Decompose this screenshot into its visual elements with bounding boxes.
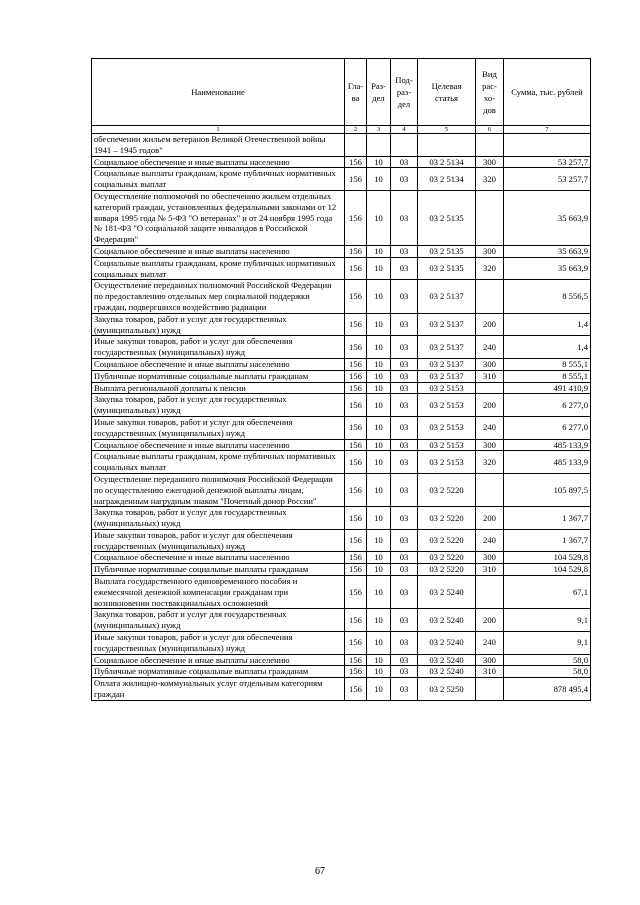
row-target-article-cell: 03 2 5240 — [418, 576, 476, 609]
header-expense-type: Вид рас-хо-дов — [476, 59, 504, 126]
row-amount-cell: 8 556,5 — [504, 280, 591, 313]
row-subsection-cell: 03 — [391, 382, 418, 394]
row-section-cell: 10 — [367, 654, 391, 666]
row-section-cell: 10 — [367, 507, 391, 530]
row-name-cell: Социальное обеспечение и иные выплаты населению — [92, 439, 345, 451]
row-name-cell: Социальное обеспечение и иные выплаты населению — [92, 156, 345, 168]
row-subsection-cell: 03 — [391, 416, 418, 439]
row-chapter-cell: 156 — [345, 473, 367, 506]
row-section-cell: 10 — [367, 666, 391, 678]
row-target-article-cell: 03 2 5220 — [418, 552, 476, 564]
row-name-cell: Выплата региональной доплаты к пенсии — [92, 382, 345, 394]
row-subsection-cell: 03 — [391, 245, 418, 257]
row-subsection-cell: 03 — [391, 336, 418, 359]
row-chapter-cell: 156 — [345, 632, 367, 655]
table-row — [92, 507, 591, 530]
row-section-cell: 10 — [367, 280, 391, 313]
row-target-article-cell: 03 2 5134 — [418, 168, 476, 191]
row-subsection-cell: 03 — [391, 394, 418, 417]
row-amount-cell: 35 663,9 — [504, 257, 591, 280]
row-chapter-cell: 156 — [345, 654, 367, 666]
row-section-cell: 10 — [367, 190, 391, 245]
row-expense-type-cell: 300 — [476, 654, 504, 666]
header-subsection: Под-раз-дел — [391, 59, 418, 126]
header-row — [92, 59, 591, 126]
row-section-cell: 10 — [367, 394, 391, 417]
row-name-cell: Закупка товаров, работ и услуг для государственных (муниципальных) нужд — [92, 507, 345, 530]
row-name-cell: Социальное обеспечение и иные выплаты населению — [92, 552, 345, 564]
header-section: Раз-дел — [367, 59, 391, 126]
row-amount-cell: 58,0 — [504, 654, 591, 666]
row-chapter-cell: 156 — [345, 678, 367, 701]
row-expense-type-cell: 240 — [476, 336, 504, 359]
table-row — [92, 529, 591, 552]
row-target-article-cell: 03 2 5137 — [418, 313, 476, 336]
row-subsection-cell: 03 — [391, 439, 418, 451]
row-expense-type-cell: 320 — [476, 168, 504, 191]
row-subsection-cell: 03 — [391, 473, 418, 506]
row-target-article-cell: 03 2 5153 — [418, 451, 476, 474]
row-expense-type-cell: 240 — [476, 416, 504, 439]
table-row — [92, 280, 591, 313]
row-subsection-cell: 03 — [391, 632, 418, 655]
row-target-article-cell — [418, 134, 476, 157]
table-row — [92, 257, 591, 280]
row-subsection-cell: 03 — [391, 552, 418, 564]
row-target-article-cell: 03 2 5220 — [418, 507, 476, 530]
row-amount-cell: 1 367,7 — [504, 507, 591, 530]
row-target-article-cell: 03 2 5135 — [418, 190, 476, 245]
row-chapter-cell: 156 — [345, 280, 367, 313]
row-target-article-cell: 03 2 5240 — [418, 666, 476, 678]
table-row — [92, 439, 591, 451]
row-expense-type-cell: 240 — [476, 632, 504, 655]
column-number: 3 — [367, 126, 391, 134]
table-row — [92, 552, 591, 564]
row-section-cell: 10 — [367, 576, 391, 609]
row-name-cell: Публичные нормативные социальные выплаты гражданам — [92, 564, 345, 576]
row-chapter-cell: 156 — [345, 416, 367, 439]
row-expense-type-cell: 240 — [476, 529, 504, 552]
table-row — [92, 382, 591, 394]
row-section-cell: 10 — [367, 313, 391, 336]
table-row — [92, 609, 591, 632]
row-subsection-cell: 03 — [391, 358, 418, 370]
row-section-cell: 10 — [367, 370, 391, 382]
row-target-article-cell: 03 2 5153 — [418, 416, 476, 439]
row-section-cell: 10 — [367, 552, 391, 564]
row-subsection-cell: 03 — [391, 156, 418, 168]
row-amount-cell: 105 897,5 — [504, 473, 591, 506]
column-number: 5 — [418, 126, 476, 134]
row-target-article-cell: 03 2 5135 — [418, 257, 476, 280]
row-amount-cell: 878 495,4 — [504, 678, 591, 701]
row-name-cell: Социальное обеспечение и иные выплаты населению — [92, 358, 345, 370]
row-subsection-cell: 03 — [391, 564, 418, 576]
row-expense-type-cell — [476, 678, 504, 701]
column-number: 7 — [504, 126, 591, 134]
row-section-cell: 10 — [367, 245, 391, 257]
row-name-cell: Социальные выплаты гражданам, кроме публичных нормативных социальных выплат — [92, 451, 345, 474]
column-number: 6 — [476, 126, 504, 134]
row-expense-type-cell: 310 — [476, 666, 504, 678]
row-expense-type-cell — [476, 134, 504, 157]
row-target-article-cell: 03 2 5220 — [418, 529, 476, 552]
table-row — [92, 416, 591, 439]
row-name-cell: Социальные выплаты гражданам, кроме публичных нормативных социальных выплат — [92, 257, 345, 280]
row-name-cell: Оплата жилищно-коммунальных услуг отдельным категориям граждан — [92, 678, 345, 701]
row-expense-type-cell — [476, 190, 504, 245]
budget-table — [91, 58, 591, 701]
row-amount-cell: 67,1 — [504, 576, 591, 609]
row-amount-cell: 104 529,8 — [504, 552, 591, 564]
row-amount-cell: 8 555,1 — [504, 358, 591, 370]
row-subsection-cell: 03 — [391, 190, 418, 245]
table-body — [92, 134, 591, 701]
row-subsection-cell: 03 — [391, 507, 418, 530]
row-expense-type-cell: 200 — [476, 507, 504, 530]
row-expense-type-cell: 310 — [476, 564, 504, 576]
row-name-cell: Закупка товаров, работ и услуг для государственных (муниципальных) нужд — [92, 313, 345, 336]
row-target-article-cell: 03 2 5153 — [418, 439, 476, 451]
row-section-cell: 10 — [367, 416, 391, 439]
row-chapter-cell: 156 — [345, 529, 367, 552]
row-amount-cell: 9,1 — [504, 632, 591, 655]
row-chapter-cell: 156 — [345, 313, 367, 336]
row-name-cell: Социальные выплаты гражданам, кроме публичных нормативных социальных выплат — [92, 168, 345, 191]
row-chapter-cell: 156 — [345, 336, 367, 359]
row-amount-cell: 35 663,9 — [504, 190, 591, 245]
row-expense-type-cell: 300 — [476, 245, 504, 257]
row-target-article-cell: 03 2 5240 — [418, 654, 476, 666]
row-chapter-cell: 156 — [345, 257, 367, 280]
header-target-article: Целевая статья — [418, 59, 476, 126]
row-amount-cell: 9,1 — [504, 609, 591, 632]
row-target-article-cell: 03 2 5137 — [418, 358, 476, 370]
row-name-cell: Закупка товаров, работ и услуг для государственных (муниципальных) нужд — [92, 609, 345, 632]
row-subsection-cell: 03 — [391, 666, 418, 678]
table-row — [92, 678, 591, 701]
header-amount: Сумма, тыс. рублей — [504, 59, 591, 126]
row-amount-cell: 104 529,8 — [504, 564, 591, 576]
row-section-cell: 10 — [367, 609, 391, 632]
row-section-cell: 10 — [367, 336, 391, 359]
row-name-cell: Публичные нормативные социальные выплаты гражданам — [92, 370, 345, 382]
table-row — [92, 168, 591, 191]
row-name-cell: Иные закупки товаров, работ и услуг для обеспечения государственных (муниципальных) нужд — [92, 529, 345, 552]
row-expense-type-cell: 320 — [476, 257, 504, 280]
row-target-article-cell: 03 2 5135 — [418, 245, 476, 257]
table-row — [92, 654, 591, 666]
table-row — [92, 190, 591, 245]
row-target-article-cell: 03 2 5240 — [418, 609, 476, 632]
row-name-cell: обеспечении жильем ветеранов Великой Отечественной войны 1941 – 1945 годов" — [92, 134, 345, 157]
row-expense-type-cell — [476, 280, 504, 313]
row-amount-cell: 1 367,7 — [504, 529, 591, 552]
row-subsection-cell: 03 — [391, 654, 418, 666]
row-chapter-cell: 156 — [345, 245, 367, 257]
row-chapter-cell — [345, 134, 367, 157]
row-subsection-cell: 03 — [391, 168, 418, 191]
row-chapter-cell: 156 — [345, 666, 367, 678]
row-chapter-cell: 156 — [345, 439, 367, 451]
row-expense-type-cell: 300 — [476, 439, 504, 451]
row-expense-type-cell: 320 — [476, 451, 504, 474]
row-name-cell: Осуществление переданных полномочий Российской Федерации по предоставлению отдельных мер социальной поддержки граждан, подвергшихся воздействию радиации — [92, 280, 345, 313]
row-subsection-cell: 03 — [391, 609, 418, 632]
row-subsection-cell: 03 — [391, 576, 418, 609]
row-chapter-cell: 156 — [345, 609, 367, 632]
row-chapter-cell: 156 — [345, 156, 367, 168]
row-section-cell: 10 — [367, 257, 391, 280]
row-name-cell: Иные закупки товаров, работ и услуг для обеспечения государственных (муниципальных) нужд — [92, 336, 345, 359]
row-expense-type-cell: 300 — [476, 156, 504, 168]
row-name-cell: Публичные нормативные социальные выплаты гражданам — [92, 666, 345, 678]
column-number: 1 — [92, 126, 345, 134]
row-amount-cell: 1,4 — [504, 336, 591, 359]
table-row — [92, 394, 591, 417]
row-amount-cell: 8 555,1 — [504, 370, 591, 382]
row-target-article-cell: 03 2 5137 — [418, 336, 476, 359]
row-name-cell: Осуществление полномочий по обеспечению жильем отдельных категорий граждан, установленных федеральными законами от 12 января 1995 года № 5-ФЗ "О ветеранах" и от 24 ноября 1995 года № 181-ФЗ "О социальной защите инвалидов в Российской Федерации" — [92, 190, 345, 245]
row-subsection-cell: 03 — [391, 280, 418, 313]
row-chapter-cell: 156 — [345, 190, 367, 245]
row-subsection-cell: 03 — [391, 313, 418, 336]
row-amount-cell: 6 277,0 — [504, 416, 591, 439]
row-expense-type-cell: 200 — [476, 609, 504, 632]
row-subsection-cell: 03 — [391, 678, 418, 701]
row-chapter-cell: 156 — [345, 564, 367, 576]
row-subsection-cell: 03 — [391, 257, 418, 280]
row-name-cell: Осуществление переданного полномочия Российской Федерации по осуществлению ежегодной денежной выплаты лицам, награжденным нагрудным знаком "Почетный донор России" — [92, 473, 345, 506]
row-subsection-cell: 03 — [391, 451, 418, 474]
row-section-cell: 10 — [367, 168, 391, 191]
row-chapter-cell: 156 — [345, 552, 367, 564]
row-chapter-cell: 156 — [345, 382, 367, 394]
column-number-row — [92, 126, 591, 134]
row-target-article-cell: 03 2 5240 — [418, 632, 476, 655]
table-row — [92, 336, 591, 359]
row-subsection-cell: 03 — [391, 370, 418, 382]
table-row — [92, 451, 591, 474]
row-target-article-cell: 03 2 5250 — [418, 678, 476, 701]
row-section-cell: 10 — [367, 473, 391, 506]
column-number: 4 — [391, 126, 418, 134]
table-row — [92, 666, 591, 678]
row-amount-cell: 6 277,0 — [504, 394, 591, 417]
row-section-cell: 10 — [367, 156, 391, 168]
row-amount-cell: 35 663,9 — [504, 245, 591, 257]
row-name-cell: Выплата государственного единовременного пособия и ежемесячной денежной компенсации гражданам при возникновении поствакцинальных осложнений — [92, 576, 345, 609]
row-section-cell: 10 — [367, 358, 391, 370]
row-expense-type-cell — [476, 576, 504, 609]
header-name: Наименование — [92, 59, 345, 126]
table-row — [92, 473, 591, 506]
row-amount-cell: 58,0 — [504, 666, 591, 678]
row-section-cell: 10 — [367, 439, 391, 451]
table-row — [92, 313, 591, 336]
row-section-cell: 10 — [367, 564, 391, 576]
row-amount-cell: 485 133,9 — [504, 451, 591, 474]
row-chapter-cell: 156 — [345, 358, 367, 370]
row-name-cell: Иные закупки товаров, работ и услуг для обеспечения государственных (муниципальных) нужд — [92, 632, 345, 655]
table-row — [92, 576, 591, 609]
row-chapter-cell: 156 — [345, 370, 367, 382]
row-section-cell: 10 — [367, 451, 391, 474]
row-section-cell: 10 — [367, 632, 391, 655]
row-expense-type-cell: 310 — [476, 370, 504, 382]
table-row — [92, 632, 591, 655]
row-amount-cell: 485 133,9 — [504, 439, 591, 451]
table-row — [92, 134, 591, 157]
row-subsection-cell — [391, 134, 418, 157]
row-chapter-cell: 156 — [345, 576, 367, 609]
row-expense-type-cell — [476, 382, 504, 394]
row-target-article-cell: 03 2 5134 — [418, 156, 476, 168]
row-target-article-cell: 03 2 5220 — [418, 564, 476, 576]
row-section-cell: 10 — [367, 678, 391, 701]
row-chapter-cell: 156 — [345, 451, 367, 474]
row-section-cell: 10 — [367, 382, 391, 394]
page-number: 67 — [315, 866, 325, 877]
row-target-article-cell: 03 2 5137 — [418, 370, 476, 382]
row-amount-cell: 53 257,7 — [504, 156, 591, 168]
column-number: 2 — [345, 126, 367, 134]
row-amount-cell — [504, 134, 591, 157]
header-chapter: Гла-ва — [345, 59, 367, 126]
row-chapter-cell: 156 — [345, 507, 367, 530]
row-name-cell: Социальное обеспечение и иные выплаты населению — [92, 654, 345, 666]
row-expense-type-cell: 300 — [476, 358, 504, 370]
table-row — [92, 245, 591, 257]
row-target-article-cell: 03 2 5137 — [418, 280, 476, 313]
row-subsection-cell: 03 — [391, 529, 418, 552]
row-amount-cell: 1,4 — [504, 313, 591, 336]
table-row — [92, 564, 591, 576]
row-section-cell: 10 — [367, 529, 391, 552]
row-name-cell: Иные закупки товаров, работ и услуг для обеспечения государственных (муниципальных) нужд — [92, 416, 345, 439]
row-name-cell: Социальное обеспечение и иные выплаты населению — [92, 245, 345, 257]
row-amount-cell: 53 257,7 — [504, 168, 591, 191]
row-chapter-cell: 156 — [345, 394, 367, 417]
row-target-article-cell: 03 2 5153 — [418, 394, 476, 417]
row-amount-cell: 491 410,9 — [504, 382, 591, 394]
table-row — [92, 156, 591, 168]
row-target-article-cell: 03 2 5153 — [418, 382, 476, 394]
table-row — [92, 370, 591, 382]
row-expense-type-cell: 300 — [476, 552, 504, 564]
row-expense-type-cell — [476, 473, 504, 506]
table-row — [92, 358, 591, 370]
row-expense-type-cell: 200 — [476, 394, 504, 417]
row-section-cell — [367, 134, 391, 157]
row-chapter-cell: 156 — [345, 168, 367, 191]
row-name-cell: Закупка товаров, работ и услуг для государственных (муниципальных) нужд — [92, 394, 345, 417]
row-expense-type-cell: 200 — [476, 313, 504, 336]
row-target-article-cell: 03 2 5220 — [418, 473, 476, 506]
